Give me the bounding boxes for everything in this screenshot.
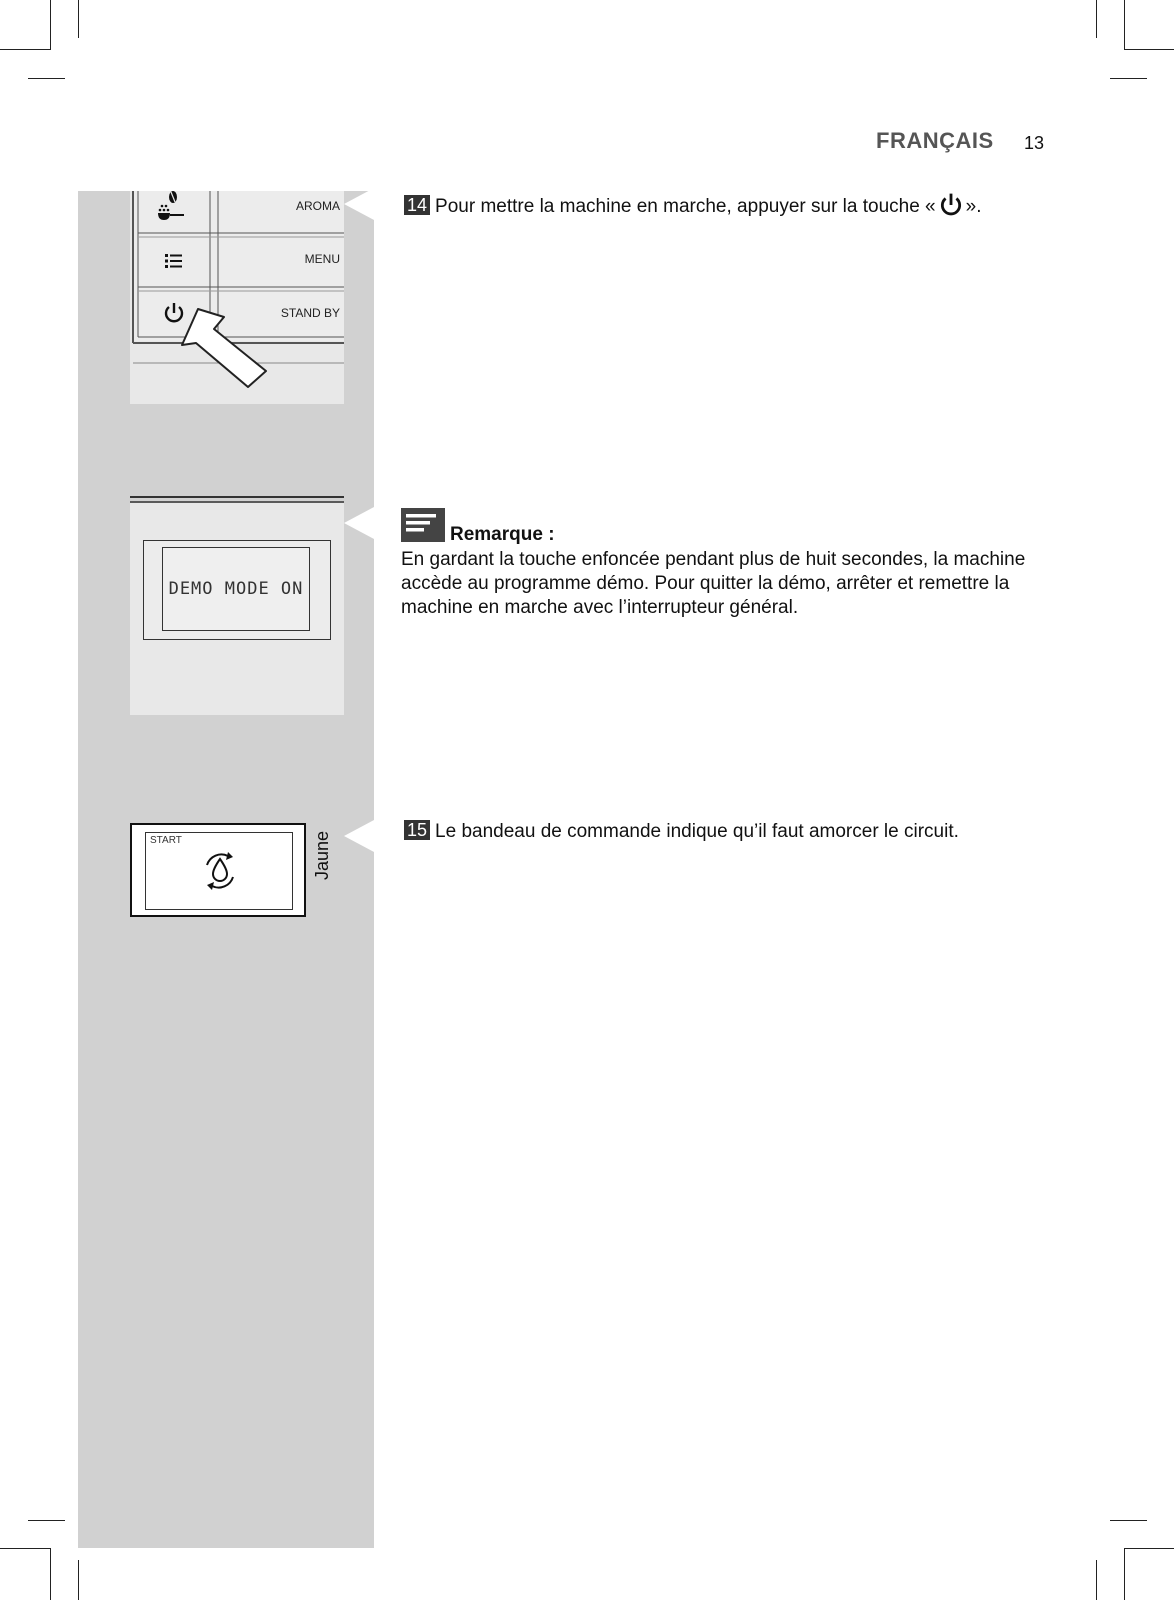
demo-mode-text: DEMO MODE ON [168, 579, 304, 599]
crop-mark [0, 1548, 50, 1549]
key-label-menu: MENU [304, 252, 340, 266]
lcd-screen [162, 547, 310, 631]
key-label-standby: STAND BY [280, 306, 340, 320]
step-15 [404, 820, 959, 844]
display-top-edge [130, 495, 344, 515]
crop-mark [1110, 1520, 1147, 1521]
color-label: Jaune [312, 830, 332, 880]
crop-mark [78, 0, 79, 38]
step-number: 15 [404, 820, 430, 840]
crop-mark [28, 1520, 65, 1521]
crop-mark [1124, 1548, 1174, 1549]
step-text: Pour mettre la machine en marche, appuyer sur la touche « [435, 196, 936, 217]
power-icon [938, 192, 964, 218]
crop-mark [1110, 78, 1147, 79]
crop-mark [50, 1548, 51, 1600]
crop-mark [50, 0, 51, 50]
crop-mark [1096, 1560, 1097, 1600]
demo-display-figure [130, 503, 344, 715]
key-label-aroma: AROMA [295, 199, 340, 213]
pointer-notch [344, 507, 374, 539]
pointer-notch [344, 820, 374, 852]
crop-mark [28, 78, 65, 79]
step-text: Le bandeau de commande indique qu’il faut amorcer le circuit. [435, 821, 959, 842]
crop-mark [1124, 1548, 1125, 1600]
start-label: START [150, 835, 182, 846]
language-header: FRANÇAIS [876, 128, 994, 153]
pointer-notch [344, 188, 374, 220]
control-panel-figure [130, 191, 344, 404]
press-arrow-icon [170, 307, 280, 397]
water-drop-cycle-icon [198, 851, 242, 891]
note-body: En gardant la touche enfoncée pendant plus de huit secondes, la machine accède au programme démo. Pour quitter la démo, arrêter et remettre la machine en marche avec l’interrupteur général. [401, 549, 1026, 618]
page-number: 13 [1024, 133, 1045, 153]
menu-list-icon [164, 252, 184, 270]
step-number: 14 [404, 195, 430, 215]
note-icon [401, 508, 445, 542]
note-title: Remarque : [450, 524, 555, 545]
crop-mark [1096, 0, 1097, 38]
step-text-end: ». [965, 196, 982, 217]
step-14 [404, 192, 982, 219]
crop-mark [1124, 0, 1125, 50]
crop-mark [78, 1560, 79, 1600]
crop-mark [0, 49, 50, 50]
coffee-bean-icon [154, 189, 186, 225]
crop-mark [1124, 49, 1174, 50]
